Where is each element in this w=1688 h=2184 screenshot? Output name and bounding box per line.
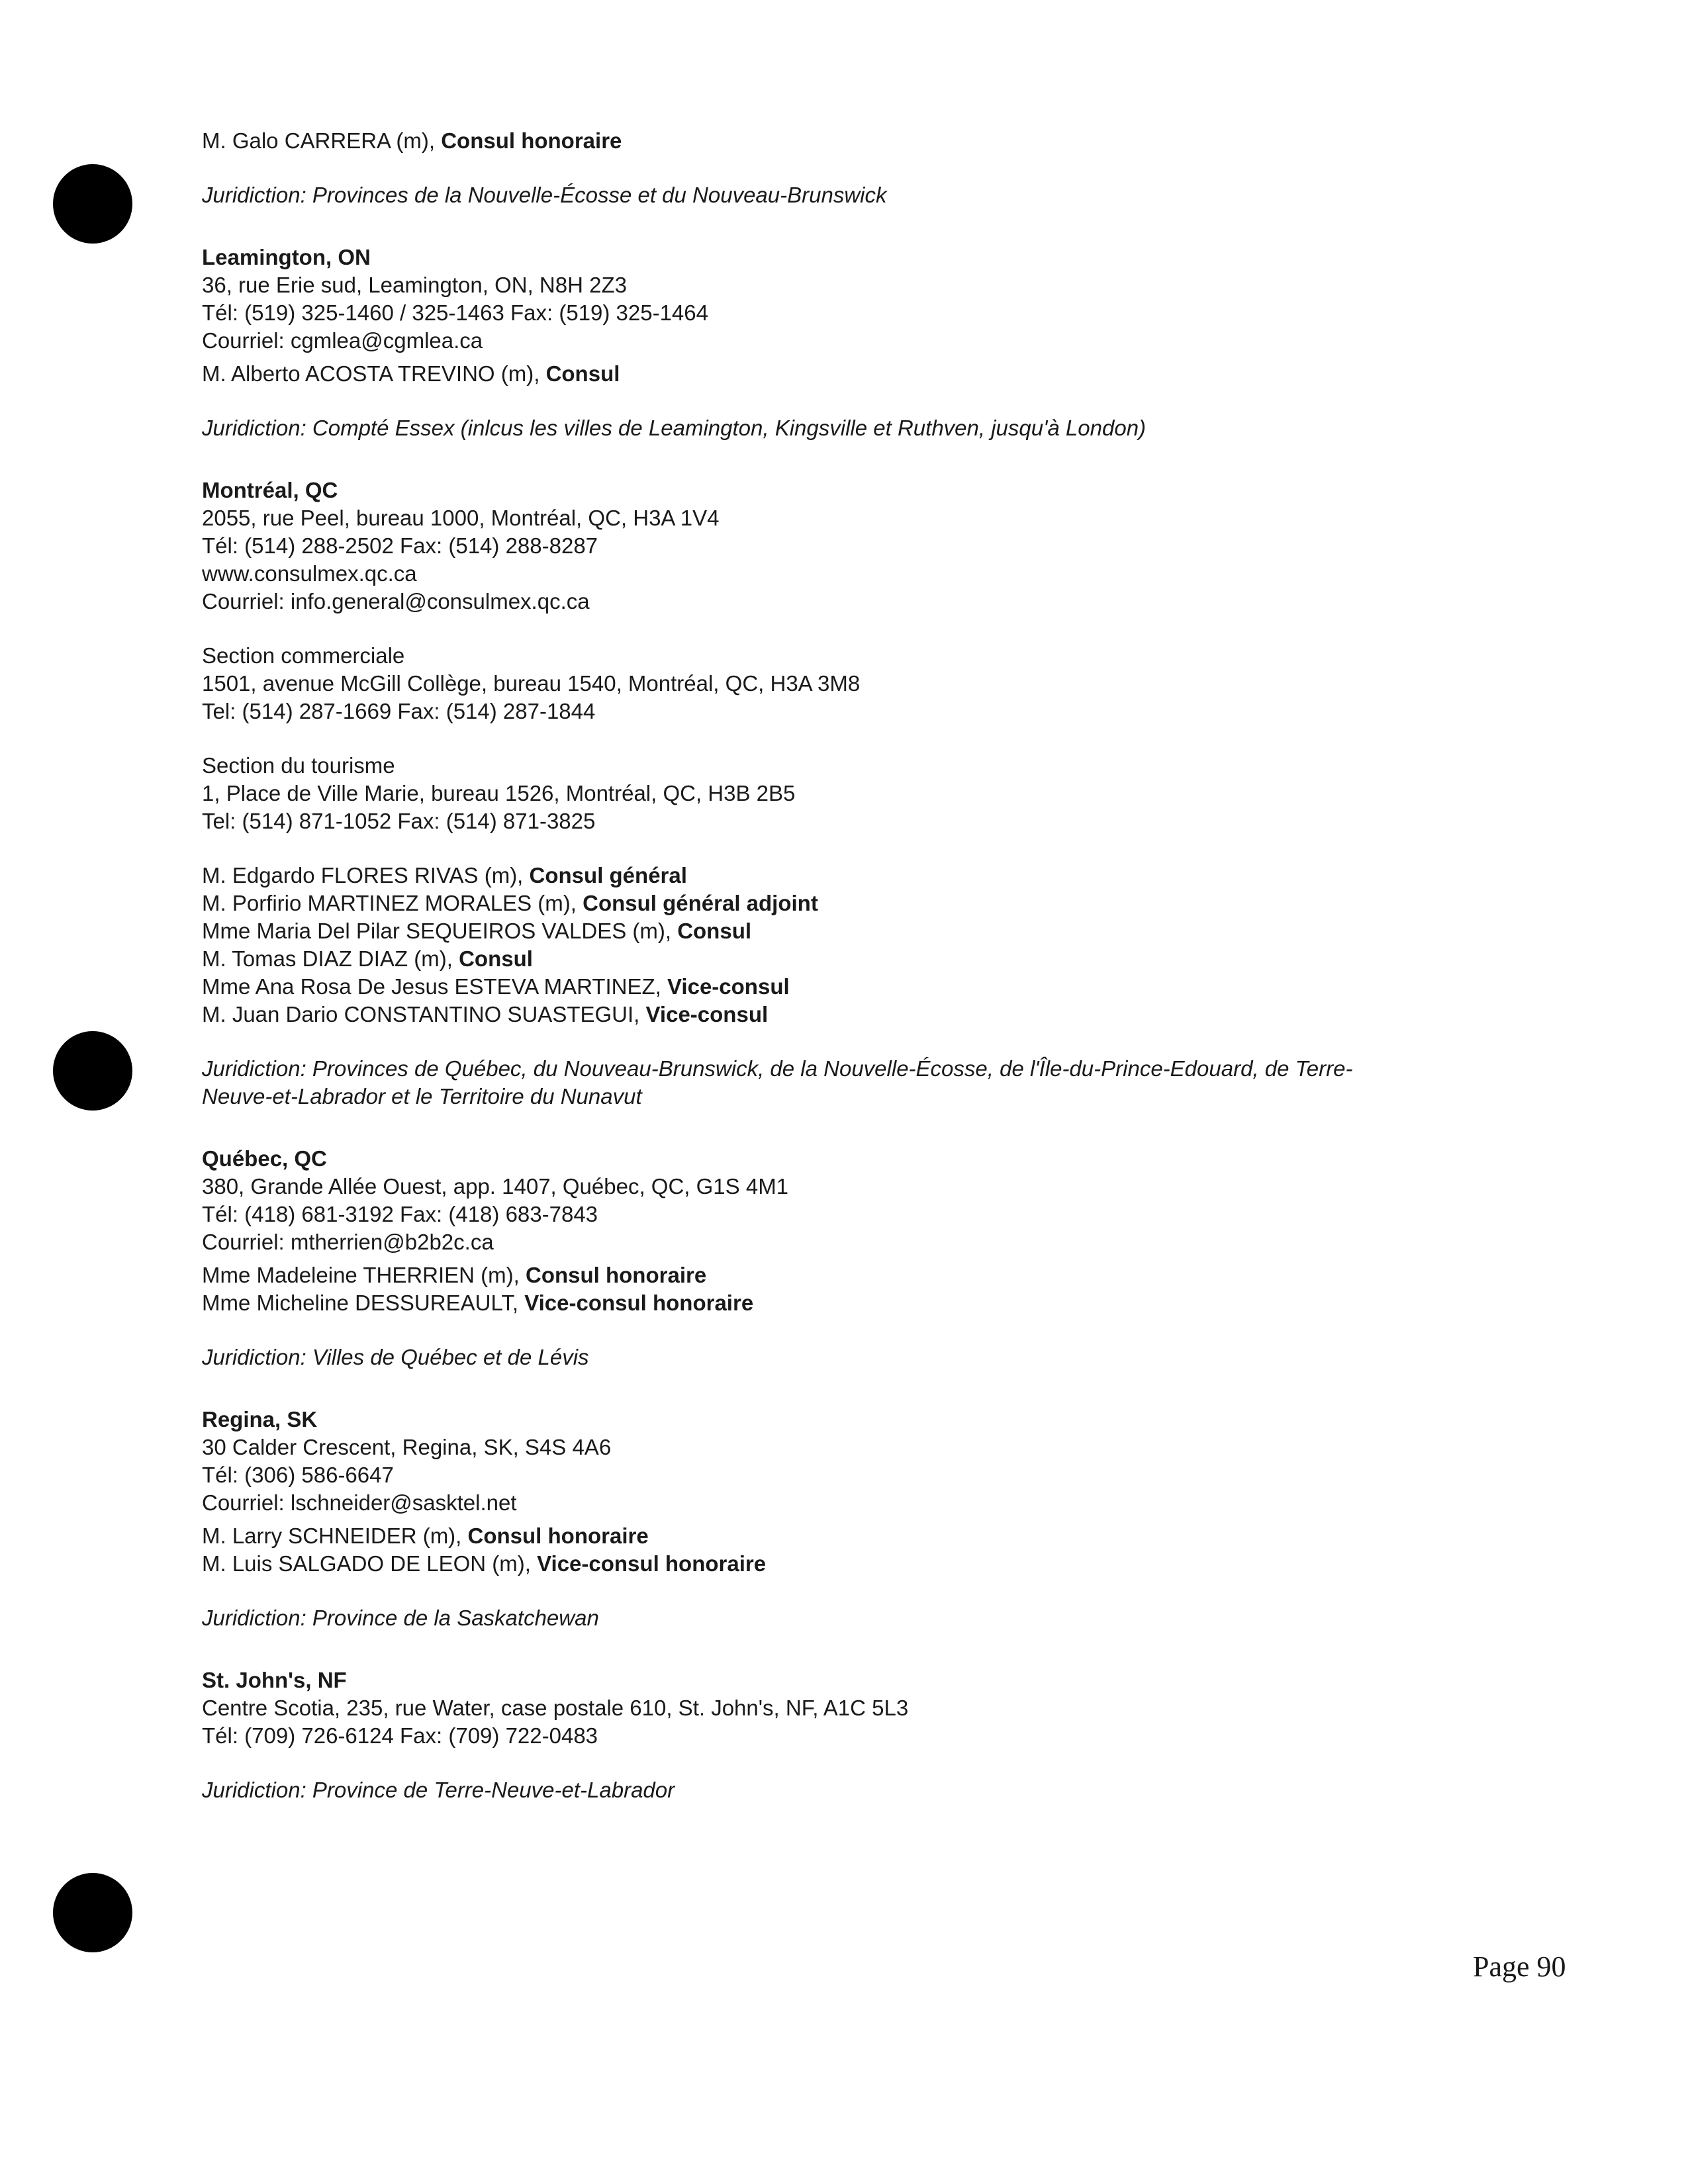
- person-name: M. Tomas DIAZ DIAZ (m),: [202, 946, 459, 971]
- person-line: [202, 1001, 1559, 1028]
- jurisdiction-line: [202, 1055, 1559, 1083]
- person-name: M. Galo CARRERA (m),: [202, 128, 442, 153]
- address-line: 36, rue Erie sud, Leamington, ON, N8H 2Z3: [202, 273, 627, 297]
- person-name: Mme Micheline DESSUREAULT,: [202, 1291, 525, 1315]
- jurisdiction-label: Juridiction:: [202, 1345, 306, 1369]
- jurisdiction-label: Juridiction:: [202, 183, 306, 207]
- person-role: Consul honoraire: [441, 128, 622, 153]
- address-line: 380, Grande Allée Ouest, app. 1407, Québec, QC, G1S 4M1: [202, 1174, 789, 1199]
- person-line: [202, 945, 1559, 973]
- page-number: Page 90: [1473, 1950, 1566, 1983]
- jurisdiction-label: Juridiction:: [202, 416, 306, 440]
- phone-line: Tel: (514) 871-1052 Fax: (514) 871-3825: [202, 809, 596, 833]
- person-name: M. Larry SCHNEIDER (m),: [202, 1524, 468, 1548]
- entry-regina: [202, 1406, 1559, 1632]
- phone-line: Tél: (418) 681-3192 Fax: (418) 683-7843: [202, 1202, 598, 1226]
- jurisdiction-line: [202, 1604, 1559, 1632]
- entry-quebec: [202, 1145, 1559, 1371]
- phone-line: Tél: (306) 586-6647: [202, 1463, 394, 1487]
- person-name: M. Alberto ACOSTA TREVINO (m),: [202, 361, 546, 386]
- jurisdiction-line: [202, 414, 1559, 442]
- jurisdiction-text: Compté Essex (inlcus les villes de Leamington, Kingsville et Ruthven, jusqu'à London): [306, 416, 1147, 440]
- jurisdiction-line: [202, 1343, 1559, 1371]
- address-line: 1501, avenue McGill Collège, bureau 1540, Montréal, QC, H3A 3M8: [202, 671, 861, 696]
- address-line: Centre Scotia, 235, rue Water, case postale 610, St. John's, NF, A1C 5L3: [202, 1696, 909, 1720]
- person-name: M. Luis SALGADO DE LEON (m),: [202, 1551, 538, 1576]
- address-line: 30 Calder Crescent, Regina, SK, S4S 4A6: [202, 1435, 612, 1459]
- phone-line: Tél: (514) 288-2502 Fax: (514) 288-8287: [202, 533, 598, 558]
- address-line: 2055, rue Peel, bureau 1000, Montréal, QC, H3A 1V4: [202, 506, 720, 530]
- person-role: Consul honoraire: [526, 1263, 707, 1287]
- person-line: [202, 1550, 1559, 1578]
- person-role: Vice-consul honoraire: [524, 1291, 754, 1315]
- jurisdiction-text: Provinces de la Nouvelle-Écosse et du Nouveau-Brunswick: [306, 183, 887, 207]
- city-heading: Regina, SK: [202, 1407, 318, 1432]
- person-line: [202, 889, 1559, 917]
- binder-hole-bottom: [53, 1873, 132, 1952]
- entry-montreal: [202, 477, 1559, 1111]
- person-name: M. Juan Dario CONSTANTINO SUASTEGUI,: [202, 1002, 646, 1026]
- jurisdiction-text: Villes de Québec et de Lévis: [306, 1345, 589, 1369]
- person-line: [202, 127, 1559, 155]
- phone-line: Tél: (709) 726-6124 Fax: (709) 722-0483: [202, 1723, 598, 1748]
- binder-hole-top: [53, 164, 132, 244]
- entry-stjohns: [202, 1666, 1559, 1804]
- person-role: Vice-consul honoraire: [537, 1551, 767, 1576]
- email-line: Courriel: cgmlea@cgmlea.ca: [202, 328, 483, 353]
- person-role: Vice-consul: [645, 1002, 769, 1026]
- jurisdiction-text: Province de Terre-Neuve-et-Labrador: [306, 1778, 675, 1802]
- address-line: 1, Place de Ville Marie, bureau 1526, Montréal, QC, H3B 2B5: [202, 781, 796, 805]
- city-heading: St. John's, NF: [202, 1668, 347, 1692]
- jurisdiction-line: [202, 1776, 1559, 1804]
- jurisdiction-text-continued: Neuve-et-Labrador et le Territoire du Nunavut: [202, 1084, 642, 1109]
- person-role: Consul: [545, 361, 620, 386]
- city-heading: Montréal, QC: [202, 478, 338, 502]
- entry-carrera: [202, 127, 1559, 209]
- person-name: M. Porfirio MARTINEZ MORALES (m),: [202, 891, 583, 915]
- phone-line: Tél: (519) 325-1460 / 325-1463 Fax: (519) 325-1464: [202, 300, 708, 325]
- person-line: [202, 1289, 1559, 1317]
- city-heading: Québec, QC: [202, 1146, 327, 1171]
- person-name: M. Edgardo FLORES RIVAS (m),: [202, 863, 530, 887]
- city-heading: Leamington, ON: [202, 245, 371, 269]
- phone-line: Tel: (514) 287-1669 Fax: (514) 287-1844: [202, 699, 596, 723]
- jurisdiction-label: Juridiction:: [202, 1606, 306, 1630]
- person-name: Mme Madeleine THERRIEN (m),: [202, 1263, 526, 1287]
- email-line: Courriel: mtherrien@b2b2c.ca: [202, 1230, 494, 1254]
- jurisdiction-label: Juridiction:: [202, 1778, 306, 1802]
- person-role: Consul général adjoint: [583, 891, 818, 915]
- email-line: Courriel: info.general@consulmex.qc.ca: [202, 589, 590, 614]
- binder-hole-middle: [53, 1031, 132, 1111]
- entry-leamington: [202, 244, 1559, 442]
- person-line: [202, 360, 1559, 388]
- jurisdiction-line: [202, 181, 1559, 209]
- person-name: Mme Maria Del Pilar SEQUEIROS VALDES (m),: [202, 919, 678, 943]
- section-commercial-title: Section commerciale: [202, 643, 405, 668]
- website-line: www.consulmex.qc.ca: [202, 561, 417, 586]
- jurisdiction-text: Provinces de Québec, du Nouveau-Brunswick, de la Nouvelle-Écosse, de l'Île-du-Prince-Edouard, de Terre-: [306, 1056, 1353, 1081]
- person-line: [202, 973, 1559, 1001]
- person-line: [202, 1261, 1559, 1289]
- person-line: [202, 917, 1559, 945]
- email-line: Courriel: lschneider@sasktel.net: [202, 1490, 517, 1515]
- person-line: [202, 862, 1559, 889]
- section-tourism-title: Section du tourisme: [202, 753, 395, 778]
- person-role: Consul: [677, 919, 752, 943]
- person-role: Consul: [459, 946, 533, 971]
- person-role: Consul honoraire: [467, 1524, 649, 1548]
- jurisdiction-text: Province de la Saskatchewan: [306, 1606, 599, 1630]
- document-body: [202, 127, 1559, 1804]
- person-role: Consul général: [529, 863, 687, 887]
- person-line: [202, 1522, 1559, 1550]
- jurisdiction-label: Juridiction:: [202, 1056, 306, 1081]
- person-role: Vice-consul: [667, 974, 790, 999]
- person-name: Mme Ana Rosa De Jesus ESTEVA MARTINEZ,: [202, 974, 668, 999]
